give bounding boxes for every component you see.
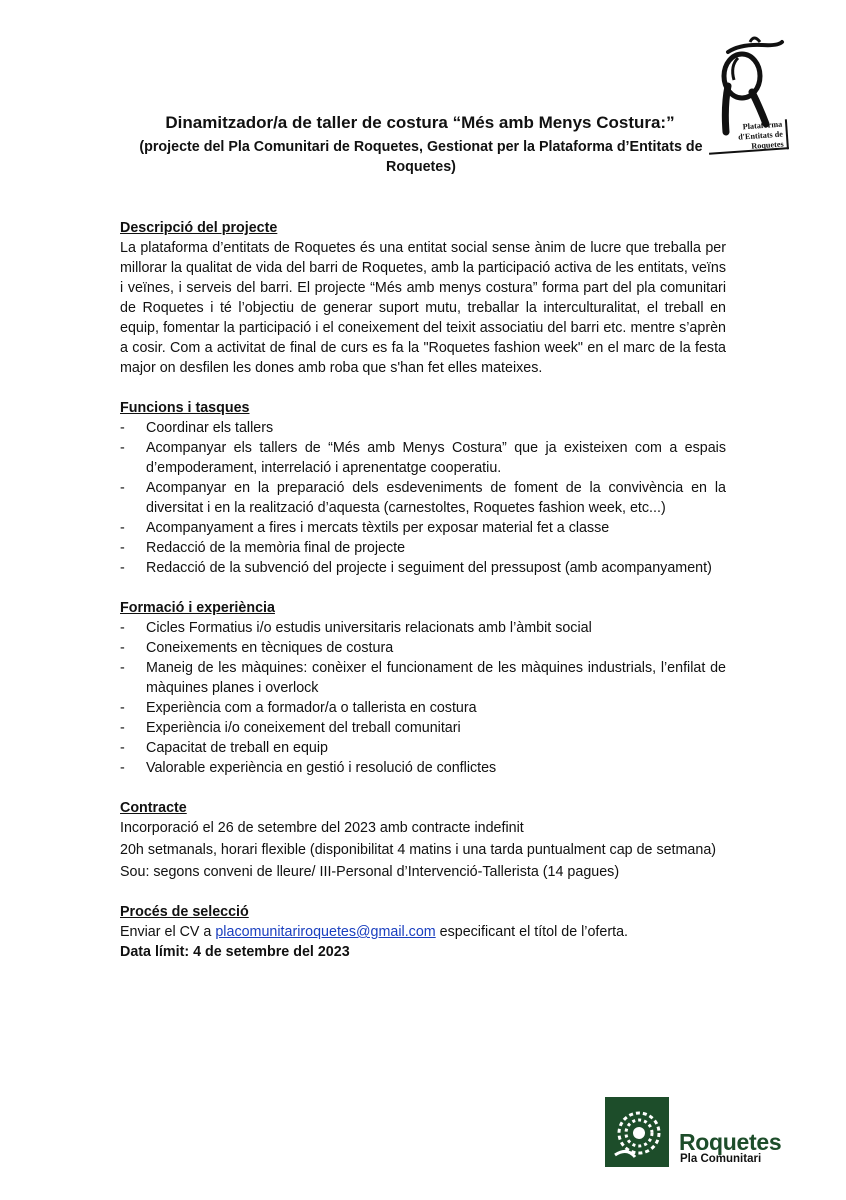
list-item: - Cicles Formatius i/o estudis universitaris relacionats amb l’àmbit social [120,618,726,638]
list-item: - Acompanyar els tallers de “Més amb Menys Costura” que ja existeixen com a espais d’empoderament, interrelació i aprenentatge cooperatiu. [120,438,726,478]
roquetes-logo-subtitle: Pla Comunitari [680,1153,762,1165]
list-item: - Capacitat de treball en equip [120,738,726,758]
selection-instructions [120,922,726,942]
list-item: - Experiència i/o coneixement del treball comunitari [120,718,726,738]
document-body [120,218,726,962]
list-item: - Coneixements en tècniques de costura [120,638,726,658]
list-item: - Maneig de les màquines: conèixer el funcionament de les màquines industrials, l’enfilat de màquines planes i overlock [120,658,726,698]
list-item: - Coordinar els tallers [120,418,726,438]
list-item: - Experiència com a formador/a o tallerista en costura [120,698,726,718]
section-heading-description: Descripció del projecte [120,220,278,236]
plataforma-logo-label: Plataforma d'Entitats de Roquetes [707,119,789,155]
deadline: Data límit: 4 de setembre del 2023 [120,944,350,960]
section-heading-training: Formació i experiència [120,600,275,616]
training-list [120,618,726,778]
page-title: Dinamitzador/a de taller de costura “Més amb Menys Costura:” [165,113,675,132]
contract-line: 20h setmanals, horari flexible (disponibilitat 4 matins i una tarda puntualment cap de setmana) [120,842,717,858]
roquetes-emblem-icon [605,1097,669,1167]
roquetes-logo-name: Roquetes [679,1129,782,1155]
list-item: - Acompanyament a fires i mercats tèxtils per exposar material fet a classe [120,518,726,538]
roquetes-logo [605,1097,795,1167]
functions-list [120,418,726,578]
send-prefix: Enviar el CV a [120,924,216,940]
page-subtitle: (projecte del Pla Comunitari de Roquetes, Gestionat per la Plataforma d’Entitats de Roquetes) [139,139,703,175]
list-item: - Acompanyar en la preparació dels esdeveniments de foment de la convivència en la diversitat i en la realització d’aquesta (carnestoltes, Roquetes fashion week, etc...) [120,478,726,518]
email-link[interactable]: placomunitariroquetes@gmail.com [215,924,436,940]
send-suffix: especificant el títol de l’oferta. [435,924,629,940]
list-item: - Redacció de la memòria final de projecte [120,538,726,558]
list-item: - Valorable experiència en gestió i resolució de conflictes [120,758,726,778]
section-heading-selection: Procés de selecció [120,904,249,920]
section-heading-contract: Contracte [120,800,187,816]
description-paragraph: La plataforma d’entitats de Roquetes és una entitat social sense ànim de lucre que treballa per millorar la qualitat de vida del barri de Roquetes, amb la participació activa de les entitats, veïns i veïnes, i serveis del barri. El projecte “Més amb menys costura” forma part del pla comunitari de Roquetes i té l’objectiu de generar suport mutu, treballar la interculturalitat, el treball en equip, fomentar la participació i el coneixement del teixit associatiu del barri etc. mentre s’aprèn a cosir. Com a activitat de final de curs es fa la "Roquetes fashion week" en el marc de la festa major on desfilen les dones amb roba que s'han fet elles mateixes. [120,240,726,376]
section-heading-functions: Funcions i tasques [120,400,250,416]
contract-line: Sou: segons conveni de lleure/ III-Personal d’Intervenció-Tallerista (14 pagues) [120,864,620,880]
list-item: - Redacció de la subvenció del projecte i seguiment del pressupost (amb acompanyament) [120,558,726,578]
contract-line: Incorporació el 26 de setembre del 2023 amb contracte indefinit [120,820,524,836]
